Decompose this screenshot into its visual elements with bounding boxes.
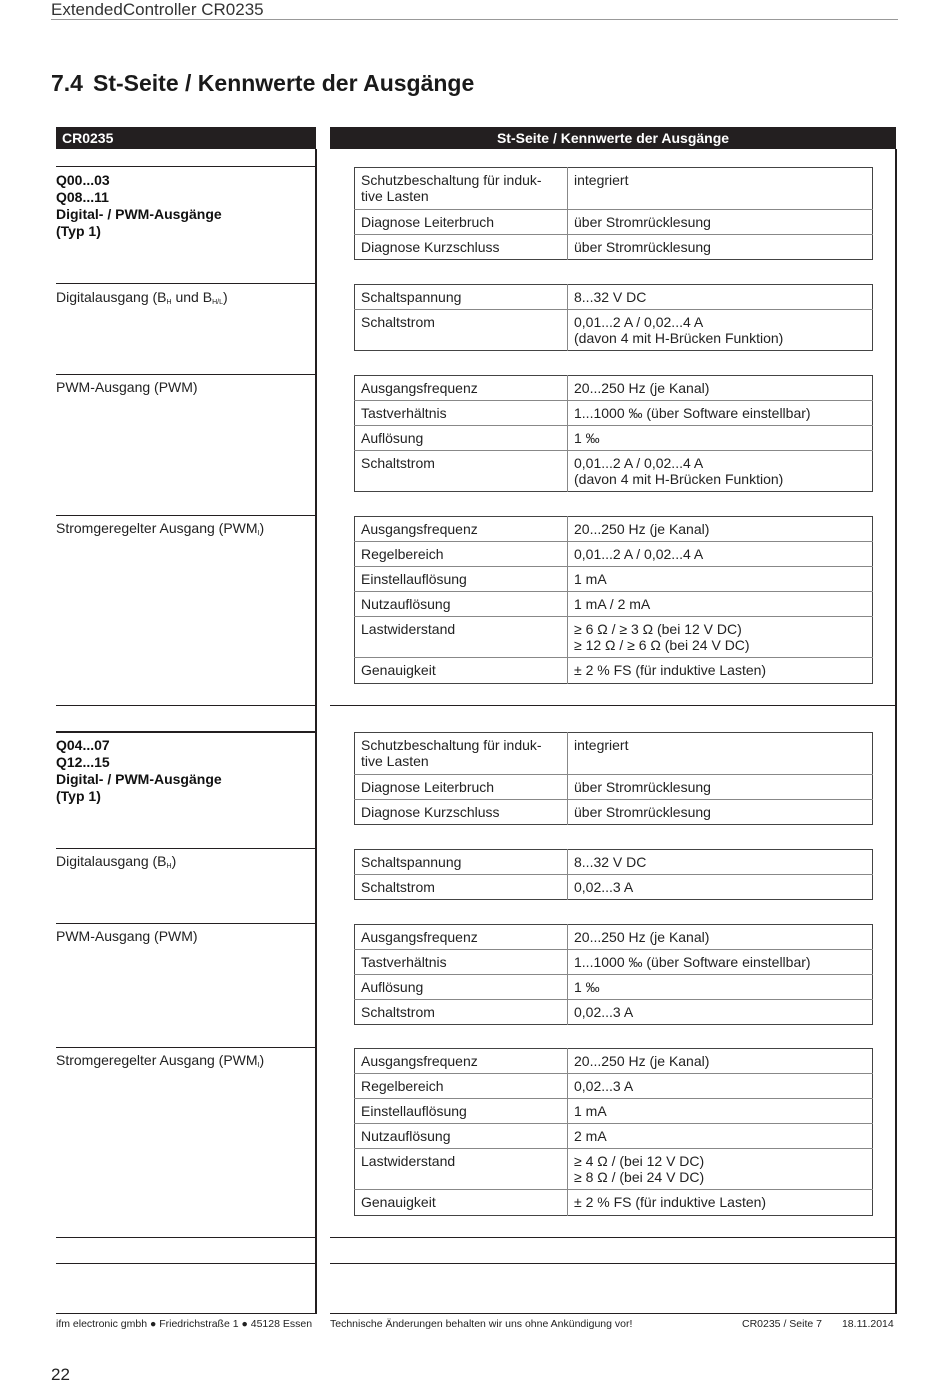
table-row — [355, 517, 873, 542]
table-row — [355, 850, 873, 875]
label-text: ) — [259, 520, 265, 536]
separator — [56, 1263, 316, 1264]
page-number: 22 — [51, 1365, 70, 1384]
table-row — [355, 1049, 873, 1074]
spec-value: über Stromrücklesung — [574, 804, 711, 820]
table-row — [355, 1149, 873, 1190]
table-row — [355, 975, 873, 1000]
spec-value: ± 2 % FS (für induktive Lasten) — [574, 662, 767, 678]
table-row — [355, 617, 873, 658]
pwm-output-label: PWM-Ausgang (PWM) — [56, 928, 198, 944]
digital-output-label — [56, 289, 228, 309]
heading-line: Q12...15 — [56, 754, 110, 770]
current-controlled-output-table — [354, 516, 873, 684]
label-text: Stromgeregelter Ausgang (PWM — [56, 1052, 258, 1068]
protection-table — [354, 732, 873, 825]
heading-line: Digital- / PWM-Ausgänge — [56, 771, 222, 787]
spec-value: über Stromrücklesung — [574, 239, 711, 255]
digital-output-label — [56, 853, 176, 873]
spec-key: Schaltstrom — [355, 451, 568, 492]
table-row — [355, 1190, 873, 1216]
spec-key: Lastwiderstand — [355, 617, 568, 658]
datasheet-title-left: CR0235 — [56, 127, 316, 149]
table-row — [355, 592, 873, 617]
value-line: ≥ 12 Ω / ≥ 6 Ω (bei 24 V DC) — [574, 637, 750, 653]
label-text: ) — [222, 289, 228, 305]
table-row — [355, 542, 873, 567]
pwm-output-table — [354, 924, 873, 1025]
footer-date: 18.11.2014 — [841, 1318, 894, 1330]
separator — [56, 1237, 316, 1238]
table-row — [355, 376, 873, 401]
table-row — [355, 875, 873, 900]
subscript: H — [166, 863, 172, 870]
spec-key: Tastverhältnis — [355, 401, 568, 426]
spec-value: 0,02...3 A — [574, 1004, 634, 1020]
separator — [56, 1313, 316, 1314]
spec-value: 0,01...2 A / 0,02...4 A — [568, 542, 873, 567]
spec-value: über Stromrücklesung — [568, 210, 873, 235]
spec-value: 1 ‰ — [568, 426, 873, 451]
spec-value: 1 ‰ — [568, 975, 873, 1000]
spec-key: Schaltstrom — [355, 875, 568, 900]
footer-page-ref — [742, 1318, 894, 1330]
spec-key: Diagnose Leiterbruch — [355, 775, 568, 800]
separator — [56, 731, 316, 733]
label-text: Digitalausgang (B — [56, 289, 167, 305]
spec-value: über Stromrücklesung — [568, 775, 873, 800]
frame-right — [895, 149, 897, 1314]
spec-key: Regelbereich — [355, 1074, 568, 1099]
spec-value: 20...250 Hz (je Kanal) — [568, 517, 873, 542]
table-row — [355, 733, 873, 775]
spec-key: Auflösung — [355, 426, 568, 451]
section-title-text: St-Seite / Kennwerte der Ausgänge — [92, 70, 475, 96]
spec-value: 0,02...3 A — [574, 879, 634, 895]
separator — [56, 374, 316, 375]
spec-value — [568, 617, 873, 658]
spec-value — [568, 310, 873, 351]
value-line: 0,01...2 A / 0,02...4 A — [574, 455, 704, 471]
heading-line: Q00...03 — [56, 172, 110, 188]
spec-key: Ausgangsfrequenz — [355, 517, 568, 542]
spec-key: Einstellauflösung — [355, 1099, 568, 1124]
table-row — [355, 210, 873, 235]
value-line: ≥ 6 Ω / ≥ 3 Ω (bei 12 V DC) — [574, 621, 742, 637]
table-row — [355, 1124, 873, 1149]
spec-key: Schutzbeschaltung für induk- tive Lasten — [355, 168, 568, 210]
separator — [56, 1047, 316, 1048]
subscript: H/L — [212, 299, 223, 306]
separator — [56, 515, 316, 516]
spec-key: Lastwiderstand — [355, 1149, 568, 1190]
spec-value: 8...32 V DC — [568, 285, 873, 310]
label-text: ) — [171, 853, 177, 869]
spec-value: 20...250 Hz (je Kanal) — [568, 1049, 873, 1074]
separator — [330, 1263, 896, 1264]
spec-value — [568, 1149, 873, 1190]
table-row — [355, 310, 873, 351]
spec-value: 20...250 Hz (je Kanal) — [568, 925, 873, 950]
separator — [56, 923, 316, 924]
spec-key: Genauigkeit — [355, 658, 568, 684]
spec-value: integriert — [568, 733, 873, 775]
label-text: Digitalausgang (B — [56, 853, 167, 869]
table-row — [355, 800, 873, 825]
spec-key: Regelbereich — [355, 542, 568, 567]
table-row — [355, 658, 873, 684]
spec-key: Schaltspannung — [355, 285, 568, 310]
group-heading — [56, 172, 222, 240]
subscript: I — [257, 1062, 260, 1069]
separator — [56, 283, 316, 284]
value-line: 0,01...2 A / 0,02...4 A — [574, 314, 704, 330]
table-row — [355, 285, 873, 310]
spec-key: Einstellauflösung — [355, 567, 568, 592]
section-title — [51, 70, 474, 97]
protection-table — [354, 167, 873, 260]
separator — [330, 1237, 896, 1238]
heading-line: (Typ 1) — [56, 223, 101, 239]
spec-key: Genauigkeit — [355, 1190, 568, 1216]
spec-key: Tastverhältnis — [355, 950, 568, 975]
spec-value: 2 mA — [568, 1124, 873, 1149]
spec-value: 1 mA — [568, 567, 873, 592]
heading-line: Digital- / PWM-Ausgänge — [56, 206, 222, 222]
header-rule — [51, 19, 898, 20]
value-line: (davon 4 mit H-Brücken Funktion) — [574, 330, 784, 346]
subscript: I — [257, 530, 260, 537]
spec-key: Nutzauflösung — [355, 1124, 568, 1149]
footer-page-ref-text: CR0235 / Seite 7 — [742, 1318, 822, 1330]
table-row — [355, 1099, 873, 1124]
current-controlled-output-label — [56, 520, 264, 540]
table-row — [355, 235, 873, 260]
heading-line: Q08...11 — [56, 189, 109, 205]
spec-key: Schaltstrom — [355, 310, 568, 351]
running-header: ExtendedController CR0235 — [51, 0, 264, 19]
spec-value: 20...250 Hz (je Kanal) — [568, 376, 873, 401]
separator — [56, 166, 316, 167]
subscript: H — [166, 299, 172, 306]
pwm-output-label: PWM-Ausgang (PWM) — [56, 379, 198, 395]
separator — [330, 705, 896, 706]
footer-notice: Technische Änderungen behalten wir uns ohne Ankündigung vor! — [330, 1318, 633, 1330]
heading-line: Q04...07 — [56, 737, 110, 753]
spec-value: 1 mA / 2 mA — [568, 592, 873, 617]
separator — [330, 1313, 896, 1314]
spec-key: Schaltspannung — [355, 850, 568, 875]
spec-value: 1...1000 ‰ (über Software einstellbar) — [568, 950, 873, 975]
table-row — [355, 950, 873, 975]
pwm-output-table — [354, 375, 873, 492]
section-number: 7.4 — [51, 70, 83, 96]
spec-value: 1...1000 ‰ (über Software einstellbar) — [568, 401, 873, 426]
footer-company: ifm electronic gmbh ● Friedrichstraße 1 ● 45128 Essen — [56, 1318, 313, 1330]
label-text: ) — [259, 1052, 265, 1068]
label-text: Stromgeregelter Ausgang (PWM — [56, 520, 258, 536]
spec-key: Diagnose Kurzschluss — [355, 800, 568, 825]
table-row — [355, 1074, 873, 1099]
spec-key: Diagnose Leiterbruch — [355, 210, 568, 235]
spec-key: Schaltstrom — [355, 1000, 568, 1025]
current-controlled-output-table — [354, 1048, 873, 1216]
label-text: und B — [171, 289, 213, 305]
spec-value: 0,02...3 A — [568, 1074, 873, 1099]
datasheet-title-right: St-Seite / Kennwerte der Ausgänge — [330, 127, 896, 149]
spec-key: Ausgangsfrequenz — [355, 925, 568, 950]
value-line: ≥ 8 Ω / (bei 24 V DC) — [574, 1169, 705, 1185]
spec-value: 8...32 V DC — [568, 850, 873, 875]
table-row — [355, 426, 873, 451]
table-row — [355, 1000, 873, 1025]
table-row — [355, 567, 873, 592]
table-row — [355, 925, 873, 950]
spec-key: Ausgangsfrequenz — [355, 1049, 568, 1074]
separator — [56, 848, 316, 849]
separator — [56, 705, 316, 706]
table-row — [355, 168, 873, 210]
spec-value: ± 2 % FS (für induktive Lasten) — [574, 1194, 767, 1210]
spec-value: 1 mA — [568, 1099, 873, 1124]
digital-output-table — [354, 284, 873, 351]
spec-key: Schutzbeschaltung für induk- tive Lasten — [355, 733, 568, 775]
spec-value: integriert — [568, 168, 873, 210]
spec-key: Nutzauflösung — [355, 592, 568, 617]
spec-key: Ausgangsfrequenz — [355, 376, 568, 401]
value-line: ≥ 4 Ω / (bei 12 V DC) — [574, 1153, 705, 1169]
spec-value — [568, 451, 873, 492]
heading-line: (Typ 1) — [56, 788, 101, 804]
spec-key: Diagnose Kurzschluss — [355, 235, 568, 260]
table-row — [355, 451, 873, 492]
table-row — [355, 775, 873, 800]
spec-key: Auflösung — [355, 975, 568, 1000]
current-controlled-output-label — [56, 1052, 264, 1072]
digital-output-table — [354, 849, 873, 900]
group-heading — [56, 737, 222, 805]
value-line: (davon 4 mit H-Brücken Funktion) — [574, 471, 784, 487]
table-row — [355, 401, 873, 426]
